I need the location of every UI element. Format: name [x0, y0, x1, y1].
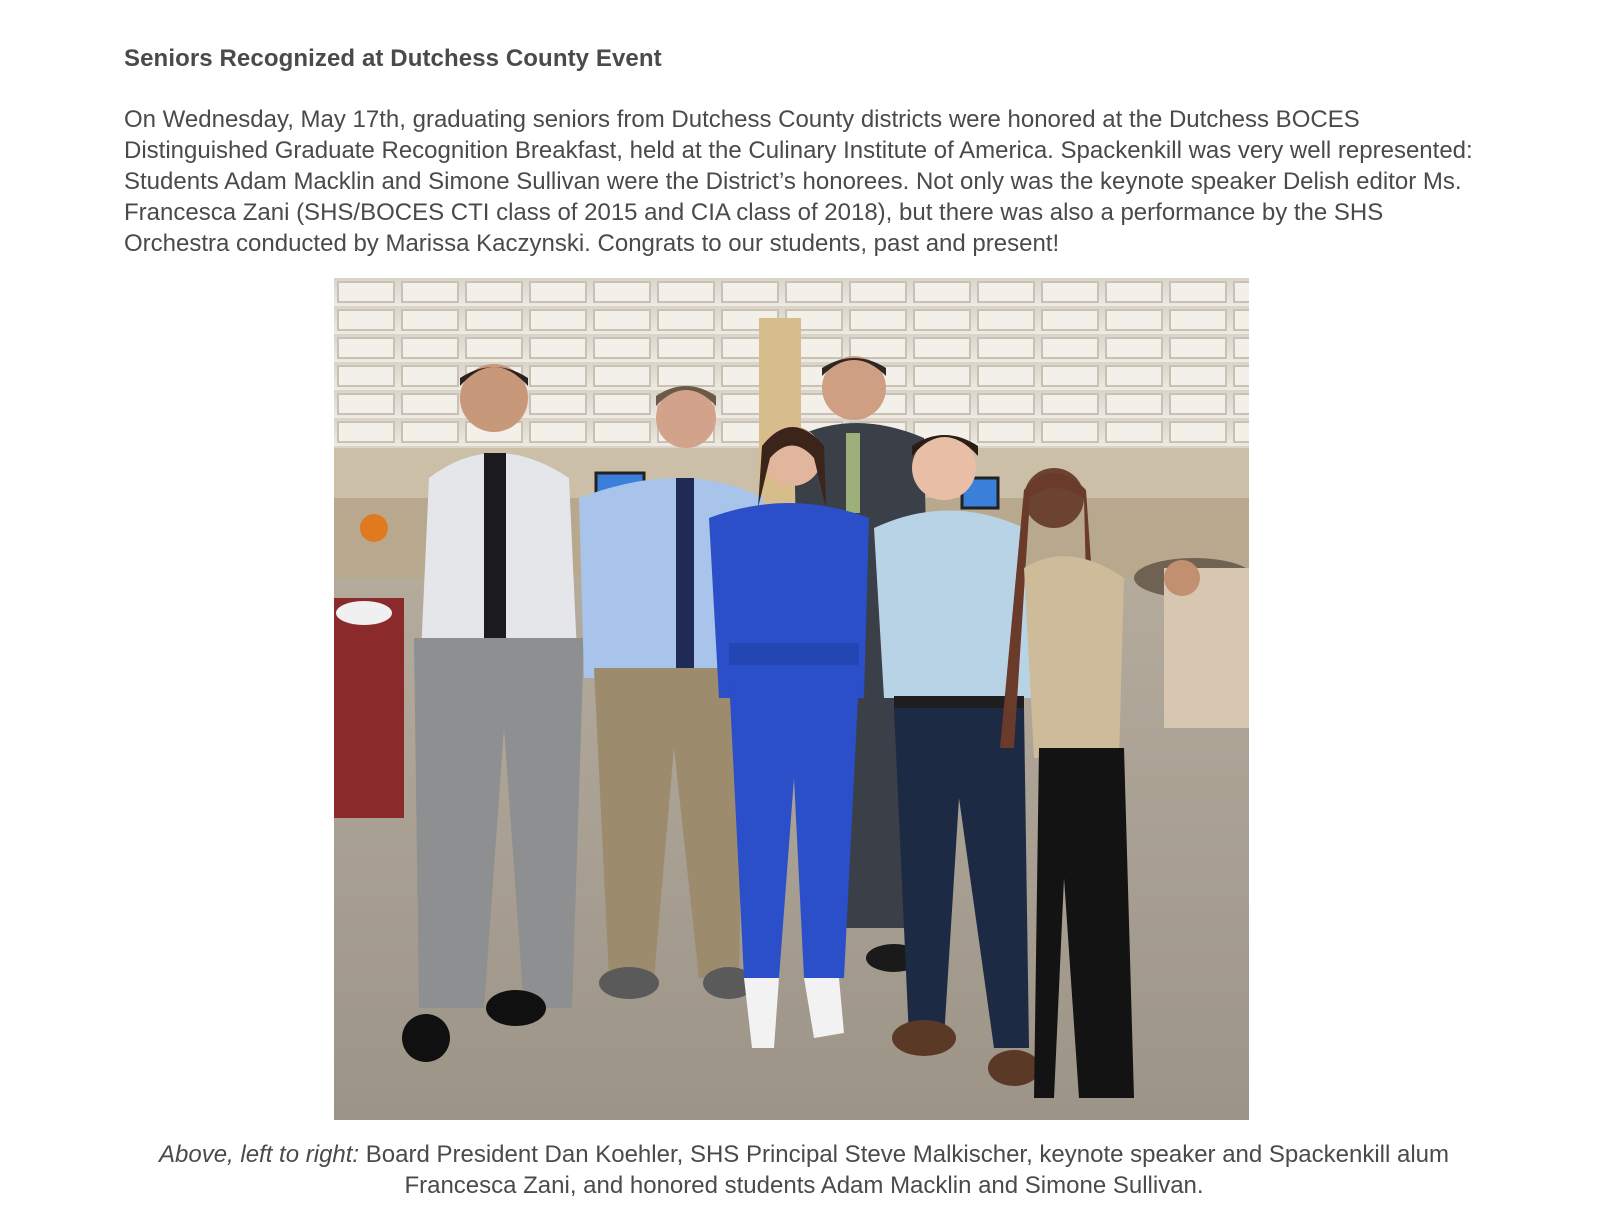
- caption-lead: Above, left to right:: [158, 1141, 360, 1168]
- group-photo-illustration: [334, 278, 1249, 1120]
- article: [124, 44, 1484, 259]
- caption-text: Board President Dan Koehler, SHS Principal Steve Malkischer, keynote speaker and Spackenkill alum Francesca Zani, and honored students Adam Macklin and Simone Sullivan.: [359, 1141, 1449, 1199]
- photo-caption: [124, 1139, 1484, 1201]
- group-photo: [334, 278, 1249, 1120]
- article-body: On Wednesday, May 17th, graduating seniors from Dutchess County districts were honored at the Dutchess BOCES Distinguished Graduate Recognition Breakfast, held at the Culinary Institute of America. Spackenkill was very well represented: Students Adam Macklin and Simone Sullivan were the District’s honorees. Not only was the keynote speaker Delish editor Ms. Francesca Zani (SHS/BOCES CTI class of 2015 and CIA class of 2018), but there was also a performance by the SHS Orchestra conducted by Marissa Kaczynski. Congrats to our students, past and present!: [124, 106, 1473, 257]
- article-headline: Seniors Recognized at Dutchess County Event: [124, 45, 662, 72]
